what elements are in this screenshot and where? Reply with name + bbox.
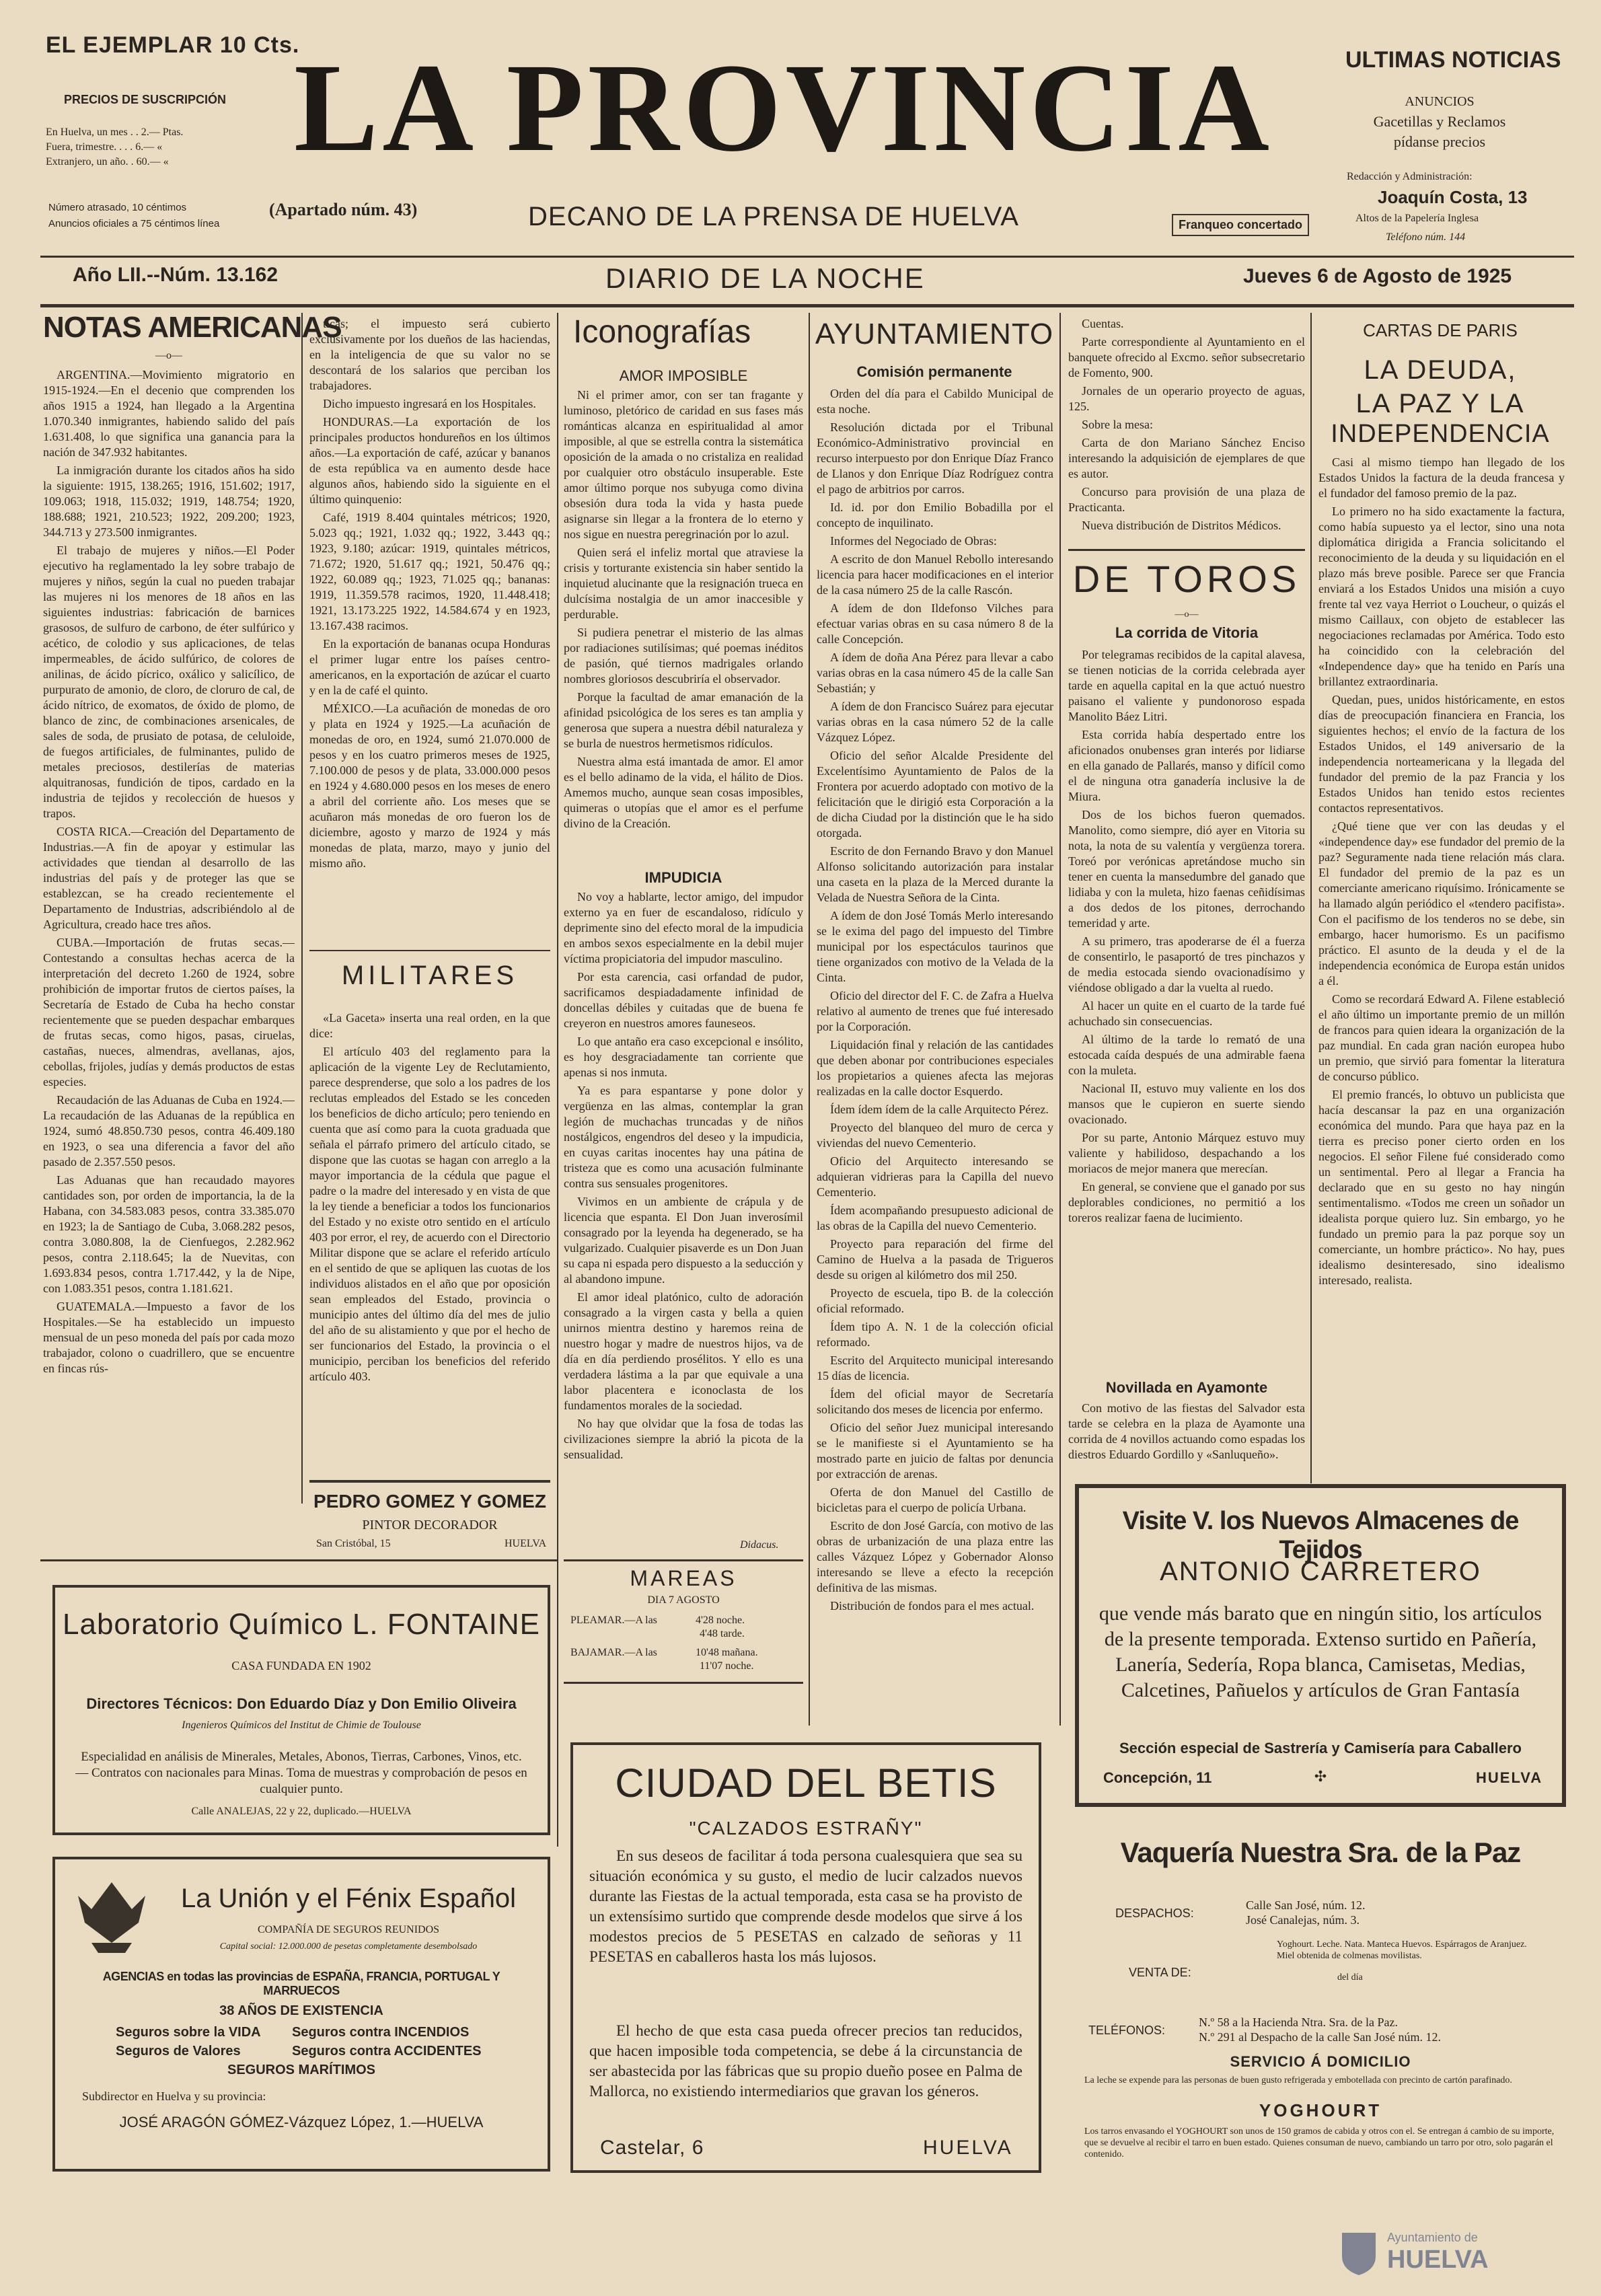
- corrida-vitoria-subtitle: La corrida de Vitoria: [1115, 624, 1259, 641]
- telefono-line: N.º 291 al Despacho de la calle San José núm. 12.: [1199, 2030, 1441, 2044]
- paragraph: Nacional II, estuvo muy valiente en los dos mansos que le cupieron en suerte siendo ovacionado.: [1068, 1082, 1305, 1126]
- fenix-subdirector: Subdirector en Huelva y su provincia:: [82, 2089, 266, 2103]
- note-line: Número atrasado, 10 céntimos: [48, 202, 187, 213]
- militares-body: [309, 1010, 550, 1495]
- telefono: Teléfono núm. 144: [1386, 231, 1466, 243]
- almacenes-name: ANTONIO CARRETERO: [1160, 1557, 1481, 1586]
- amor-imposible-subtitle: AMOR IMPOSIBLE: [619, 367, 748, 384]
- paragraph: Por telegramas recibidos de la capital alavesa, se tienen noticias de la corrida celebrada ayer tarde en aquella capital en la que actuó nuestro paisano el valiente y pundonoroso espada Manolito Báez Litri.: [1068, 648, 1305, 723]
- laboratorio-ad: [52, 1585, 550, 1835]
- paragraph: Distribución de fondos para el mes actual.: [830, 1599, 1035, 1613]
- cartas-title-line: LA DEUDA,: [1364, 355, 1517, 385]
- paragraph: A ídem de doña Ana Pérez para llevar a cabo varias obras en la casa número 45 de la calle San Sebastián; y: [817, 651, 1053, 695]
- masthead-rule: [40, 256, 1574, 258]
- laboratorio-specialty: Especialidad en análisis de Minerales, Metales, Abonos, Tierras, Carbones, Vinos, etc. — Contratos con nacionales para Minas. Toma de muestras y comprobación de pesos en cualquier punto.: [75, 1750, 527, 1796]
- masthead: [0, 0, 1601, 316]
- paragraph: A ídem de don José Tomás Merlo interesando se le exima del pago del impuesto del Timbre municipal por los espectáculos taurinos que tiene organizados con motivo de la Velada de la Cinta.: [817, 909, 1053, 984]
- bajamar-time: 11'07 noche.: [700, 1660, 754, 1672]
- paragraph: Liquidación final y relación de las cantidades que deben abonar por contribuciones especiales los propietarios a quienes afecta las mejoras realizadas en la calle doctor Esquerdo.: [817, 1038, 1053, 1098]
- paragraph: En general, se conviene que el ganado por sus deplorables condiciones, no permitió a los toreros realizar faena de lucimiento.: [1068, 1180, 1305, 1224]
- paragraph: Oficio del director del F. C. de Zafra a Huelva relativo al aumento de trenes que fué interesado por la Corporación.: [817, 989, 1053, 1033]
- paragraph: La inmigración durante los citados años ha sido la siguiente: 1915, 138.265; 1916, 151.602; 1917, 109.063; 1918, 115.032; 1919, 148.754; 1920, 188.688; 1921, 210.523; 1922, 209.200; 1923, 344.713 y 273.500 inmigrantes.: [43, 464, 295, 539]
- column-rule: [557, 313, 558, 1847]
- novillada-title: Novillada en Ayamonte: [1105, 1379, 1268, 1396]
- phoenix-icon: [65, 1869, 159, 1956]
- paragraph: Id. id. por don Emilio Bobadilla por el concepto de inquilinato.: [817, 501, 1053, 529]
- betis-subtitle: "CALZADOS ESTRAÑY": [689, 1818, 923, 1839]
- redaccion-label: Redacción y Administración:: [1347, 171, 1473, 182]
- fenix-title: La Unión y el Fénix Español: [180, 1884, 517, 1913]
- bajamar-label: BAJAMAR.—A las: [570, 1647, 657, 1658]
- paragraph: Ni el primer amor, con ser tan fragante y luminoso, pletórico de caridad en sus fases más románticas alcanza en espiritualidad al amor imposible, al que se estrella contra la sistemática oposición de la amada o no cristaliza en realidad por cualquier otro obstáculo insuperable. Este amor último porque nos subyuga como divina obsesión dura toda la vida y hasta puede asignarse sin llegar a la frontera de lo eterno y nos sigue en nuestra peregrinación por lo azul.: [564, 388, 803, 541]
- vaqueria-ad: [1075, 1816, 1566, 2126]
- paragraph: El artículo 403 del reglamento para la aplicación de la vigente Ley de Reclutamiento, parece desprenderse, que solo a los padres de los reclutas empleados del Estado se les conceden los beneficios de dicho artículo; pero teniendo en cuenta que así como para la cuota graduada que señala el párrafo primero del artículo citado, se dispone que las cuotas se hagan con arreglo a la mayor importancia de la cédula que pague el padre o la madre del interesado y en vista de que la ley tiende a beneficiar a todos los funcionarios del Estado y no existe otro sentido en el artículo 403 por error, el rey, de acuerdo con el Directorio Militar dispone que se aclare el referido artículo en el sentido de que se apliquen las cuotas de los individuos alistados en el año que por oposición sean empleados del Estado, provincia o municipio antes del último día del mes de julio del año de su alistamiento y que por el hecho de ser funcionarios del Estado, la provincia o el municipio, perciban los beneficios del referido artículo 403.: [309, 1045, 550, 1383]
- pidanse-label: pídanse precios: [1393, 133, 1486, 150]
- pedro-gomez-ad-name: PEDRO GOMEZ Y GOMEZ: [313, 1491, 546, 1512]
- subscription-title: PRECIOS DE SUSCRIPCIÓN: [64, 93, 227, 106]
- paragraph: El amor ideal platónico, culto de adoración consagrado a la virgen casta y bella a quien unirnos mientra destino y haremos reina de nuestro hogar y madre de nuestros hijos, va de día en día perdiendo prosélitos. Y ello es una verdadera lástima a la par que equivale a una labor placentera e iconoclasta de los fundamentos morales de la sociedad.: [564, 1290, 803, 1412]
- cartas-title-line: LA PAZ Y LA: [1355, 389, 1525, 418]
- pleamar-time: 4'28 noche.: [696, 1615, 745, 1626]
- watermark-line2: HUELVA: [1387, 2246, 1489, 2274]
- paragraph: Escrito del Arquitecto municipal interesando 15 días de licencia.: [817, 1354, 1053, 1382]
- paragraph: Quedan, pues, unidos históricamente, en estos días de preocupación financiera en Francia, los siguientes hechos; el envío de la factura de los Estados Unidos, el 149 aniversario de la independencia norteamericana y la llegada del fundador del premio de la paz Francia y los Estados Unidos han tenido estos recientes contactos representativos.: [1318, 693, 1565, 815]
- fenix-seguro: SEGUROS MARÍTIMOS: [227, 2063, 375, 2077]
- address-2: Altos de la Papelería Inglesa: [1355, 213, 1479, 224]
- almacenes-special: Sección especial de Sastrería y Camisería para Caballero: [1119, 1740, 1522, 1756]
- paragraph: MÉXICO.—La acuñación de monedas de oro y plata en 1924 y 1925.—La acuñación de monedas de oro, en 1924, sumó 21.070.000 de pesos y en los cuatro primeros meses de 1925, 7.100.000 de pesos y de plata, 33.000.000 pesos en 1924 y 4.680.000 pesos en los meses de enero a abril del corriente año. Los meses que se acuñaron más monedas de oro fueron los de diciembre, agosto y marzo de 1924 y más monedas de plata, marzo, mayo y junio del mismo año.: [309, 702, 550, 870]
- apartado: (Apartado núm. 43): [269, 200, 418, 219]
- paragraph: Café, 1919 8.404 quintales métricos; 1920, 5.023 qq.; 1921, 1.032 qq.; 1922, 3.443 qq.; 1923, 9.180; azúcar: 1919, quintales métricos, 71.672; 1920, 51.617 qq.; 1921, 50.476 qq.; 1922, 60.089 qq.; 1923, 71.025 qq.; bananas: 1919, 11.359.578 racimos, 1920, 11.448.418; 1921, 13.173.225 1922, 14.584.674 y en 1923, 13.167.438 racimos.: [309, 511, 550, 632]
- paragraph: Oficio del señor Alcalde Presidente del Excelentísimo Ayuntamiento de Palos de la Frontera por acuerdo adoptado con motivo de la felicitación que le dirigió esta Corporación a la de dicha Ciudad por la distinción que le ha sido otorgada.: [817, 749, 1053, 840]
- paragraph: Esta corrida había despertado entre los aficionados onubenses gran interés por lidiarse en ella ganado de Pallarés, manso y difícil como el de ninguna otra ganadería inclusive la de Miura.: [1068, 728, 1305, 803]
- impudicia-body: [564, 889, 803, 1535]
- anuncios-label: ANUNCIOS: [1405, 94, 1475, 109]
- paragraph: Informes del Negociado de Obras:: [830, 534, 997, 548]
- paragraph: Carta de don Mariano Sánchez Enciso interesando la adquisición de ejemplares de que es autor.: [1068, 436, 1305, 480]
- paragraph: HONDURAS.—La exportación de los principales productos hondureños en los últimos años.—La exportación de café, azúcar y bananos de esta república va en aumento desde hace algunos años, habiendo sido la siguiente en el último quinquenio:: [309, 415, 550, 506]
- paragraph: CUBA.—Importación de frutas secas.—Contestando a consultas hechas acerca de la interpretación del decreto 1.260 de 1924, sobre prohibición de importar frutos de ciertos países, la Secretaría de Estado de Cuba ha hecho constar recientemente que se pueden despachar embarques de frutas secas, como higos, pasas, ciruelas, castañas, nueces, almendras, avellanas, ajos, cebollas, frijoles, judías y demás productos de estas especies.: [43, 936, 295, 1088]
- section-rule: [1068, 549, 1305, 551]
- fenix-address: JOSÉ ARAGÓN GÓMEZ-Vázquez López, 1.—HUELVA: [119, 2114, 484, 2131]
- cartas-body: [1318, 455, 1565, 1477]
- pedro-gomez-ad-address: San Cristóbal, 15: [316, 1538, 391, 1549]
- watermark: [1339, 2227, 1554, 2281]
- paragraph: Ídem del oficial mayor de Secretaría solicitando dos meses de licencia por enfermo.: [817, 1387, 1053, 1416]
- almacenes-title: Visite V. los Nuevos Almacenes de Tejidos: [1122, 1507, 1519, 1564]
- column-2-body: [309, 316, 550, 962]
- paragraph: ¿Qué tiene que ver con las deudas y el «independence day» ese fundador del premio de la paz? Seguramente nada tiene relación más clara. El fundador del premio de la paz es un comerciante americano riquísimo. Irónicamente se ha llamado algún periódico el «tendero pacifista». Con el pacifismo de los tenderos no se debe, sin embargo, hacer humorismo. Es un pacifismo práctico. El asunto de la deuda y el de la independencia económica de Europa están unidos a él.: [1318, 819, 1565, 988]
- vaqueria-title: Vaquería Nuestra Sra. de la Paz: [1120, 1837, 1521, 1868]
- venta-items: Yoghourt. Leche. Nata. Manteca Huevos. Espárragos de Aranjuez. Miel obtenida de colmenas movilistas.: [1277, 1939, 1527, 1961]
- novillada-body: [1068, 1401, 1305, 1481]
- fenix-years: 38 AÑOS DE EXISTENCIA: [219, 2003, 383, 2018]
- paragraph: Al hacer un quite en el cuarto de la tarde fué achuchado sin consecuencias.: [1068, 999, 1305, 1028]
- paragraph: Casi al mismo tiempo han llegado de los Estados Unidos la factura de la deuda francesa y el fundador del famoso premio de la paz.: [1318, 455, 1565, 500]
- almacenes-ad: [1075, 1484, 1566, 1807]
- shield-icon: [1339, 2229, 1379, 2276]
- ornament: —o—: [1175, 609, 1199, 620]
- paragraph: ticas; el impuesto será cubierto exclusivamente por los dueños de las haciendas, en la inteligencia de que su valor no se descontará de los salarios que perciban los trabajadores.: [309, 317, 550, 392]
- paragraph: Proyecto de escuela, tipo B. de la colección oficial reformado.: [817, 1286, 1053, 1315]
- fenix-seguro: Seguros contra ACCIDENTES: [292, 2044, 482, 2059]
- franqueo-box: Franqueo concertado: [1172, 214, 1309, 236]
- section-rule: [309, 1480, 550, 1483]
- laboratorio-address: Calle ANALEJAS, 22 y 22, duplicado.—HUELVA: [191, 1806, 412, 1817]
- despacho-line: José Canalejas, núm. 3.: [1246, 1913, 1360, 1927]
- fenix-capital: Capital social: 12.000.000 de pesetas completamente desembolsado: [219, 1941, 478, 1952]
- impudicia-subtitle: IMPUDICIA: [644, 869, 722, 886]
- paragraph: COSTA RICA.—Creación del Departamento de Industrias.—A fin de apoyar y estimular las actividades que tiendan al desarrollo de las industrias del país y de proteger las que se establezcan, se ha creado recientemente el Departamento de Industrias, adscribiéndolo al de Agricultura, creado hace tres años.: [43, 825, 295, 931]
- ciudad-betis-ad: [570, 1742, 1041, 2173]
- column-rule: [809, 313, 810, 1726]
- servicio-text: La leche se expende para las personas de buen gusto refrigerada y embotellada con precinto de cartón parafinado.: [1084, 2075, 1512, 2085]
- column-rule: [1310, 313, 1312, 1483]
- telefonos-label: TELÉFONOS:: [1088, 2024, 1166, 2037]
- pedro-gomez-ad-sub: PINTOR DECORADOR: [362, 1518, 498, 1532]
- betis-title: CIUDAD DEL BETIS: [615, 1761, 997, 1806]
- diario-label: DIARIO DE LA NOCHE: [605, 262, 925, 294]
- paragraph: Ídem acompañando presupuesto adicional de las obras de la Capilla del nuevo Cementerio.: [817, 1203, 1053, 1232]
- yoghourt-title: YOGHOURT: [1259, 2100, 1382, 2120]
- paragraph: Ídem ídem ídem de la calle Arquitecto Pérez.: [830, 1103, 1049, 1116]
- paragraph: Quien será el infeliz mortal que atraviese la crisis y torturante existencia sin haber sentido la inquietud alucinante que la resignación trueca en dulcísima nostalgia de un amor inaccesible y perdurable.: [564, 546, 803, 621]
- paragraph: Parte correspondiente al Ayuntamiento en el banquete ofrecido al Excmo. señor subsecretario de Fomento, 900.: [1068, 335, 1305, 379]
- price-label: EL EJEMPLAR 10 Cts.: [46, 32, 300, 58]
- fenix-agencias: AGENCIAS en todas las provincias de ESPAÑA, FRANCIA, PORTUGAL Y MARRUECOS: [102, 1970, 500, 1997]
- notas-americanas-title: NOTAS AMERICANAS: [43, 311, 342, 344]
- mareas-date: DIA 7 AGOSTO: [647, 1594, 720, 1606]
- venta-label: VENTA DE:: [1129, 1966, 1191, 1979]
- comision-subtitle: Comisión permanente: [856, 363, 1012, 380]
- ornament: —o—: [155, 350, 182, 361]
- paragraph: Por su parte, Antonio Márquez estuvo muy valiente y habilidoso, despachando a los moriacos de mejor manera que merecían.: [1068, 1131, 1305, 1175]
- paragraph: Las Aduanas que han recaudado mayores cantidades son, por orden de importancia, la de la Habana, con 34.583.083 pesos, contra 33.385.070 en 1923; la de Santiago de Cuba, 3.068.282 pesos, contra 3.080.808, la de Cienfuegos, 2.282.962 pesos, contra 2.118.645; la de Nuevitas, con 1.693.834 pesos, contra 1.717.442, y la de Nipe, con 1.083.351 pesos, contra 1.181.621.: [43, 1173, 295, 1295]
- watermark-line1: Ayuntamiento de: [1387, 2231, 1478, 2244]
- despacho-line: Calle San José, núm. 12.: [1246, 1898, 1366, 1912]
- fenix-seguro: Seguros de Valores: [116, 2044, 241, 2059]
- laboratorio-directors: Directores Técnicos: Don Eduardo Díaz y Don Emilio Oliveira: [86, 1695, 517, 1712]
- paragraph: El trabajo de mujeres y niños.—El Poder ejecutivo ha reglamentado la ley sobre trabajo de mujeres y niños, según la cual no pueden trabajar las mujeres ni los menores de 18 años en las siguientes industrias: fabricación de barnices grasosos, de sulfuro de carbono, de éter sulfúrico y acético, de colodio y sus aplicaciones, de telas impermeables, de ácido sulfúrico, de colores de anilinas, de ácido pícrico, oxálico y salicílico, de purpurato de amonio, de cloro, de cloruro de cal, de ácido nítrico, de exomatos, de óxido de plomo, de blanco de zinc, de combinaciones arsenicales, de sales de soda, de prusiato de potasa, de celuloide, de fuegos artificiales, de fulminantes, pulido de metales preciosos, destilerías de materias alquitranosas, fundición de tipos, cardado en la industria de tejidos y recolección de huesos y trapos.: [43, 544, 295, 820]
- paragraph: El premio francés, lo obtuvo un publicista que hacía descansar la paz en una organización económica del mundo. Para que haya paz en la tierra es preciso poner cierto orden en los negocios. El señor Filene fué considerado como un sentimental. Pero al llegar a Francia ha declarado que en su gesto no hay ningún sentimentalismo. «Todos me creen un soñador un idealista porque quiero luz. Sin embargo, yo he fundado un premio para la paz porque soy un comerciante, un hombre práctico». No hay, pues idealismo desinteresado, sino idealismo interesado, realista.: [1318, 1088, 1565, 1287]
- paragraph: A su primero, tras apoderarse de él a fuerza de consentirlo, le pasaportó de tres pinchazos y de media estocada siendo ovacionadísimo y viéndose obligado a dar la vuelta al ruedo.: [1068, 934, 1305, 994]
- iconografias-body: [564, 387, 803, 865]
- ayuntamiento-body: [817, 386, 1053, 1711]
- paragraph: Vivimos en un ambiente de crápula y de licencia que espanta. El Don Juan inverosímil consagrado por la leyenda ha degenerado, se ha vulgarizado. Cualquier pisaverde es un Don Juan su capa ni espada pero dispuesto a la seducción y al abandono impune.: [564, 1195, 803, 1286]
- militares-title: MILITARES: [341, 961, 519, 990]
- paragraph: ARGENTINA.—Movimiento migratorio en 1915-1924.—En el decenio que comprenden los años 1915 a 1924, han llegado a la Argentina 1.070.340 inmigrantes, habiendo salido del país 1.631.408, lo que significa una ganancia para la nación de 347.932 habitantes.: [43, 368, 295, 459]
- gacetillas-label: Gacetillas y Reclamos: [1373, 113, 1506, 130]
- paragraph: Resolución dictada por el Tribunal Económico-Administrativo provincial en recurso interpuesto por don Enrique Díaz Franco de Llanos y don Enrique Díaz Rodríguez contra el pago de arbitrios por carros.: [817, 420, 1053, 496]
- paragraph: GUATEMALA.—Impuesto a favor de los Hospitales.—Se ha establecido un impuesto mensual de un peso moneda del país por cada mozo trabajador, colono o cuadrillero, que se encuentre en fincas rús-: [43, 1300, 295, 1375]
- pleamar-label: PLEAMAR.—A las: [570, 1615, 657, 1626]
- paragraph: Oferta de don Manuel del Castillo de bicicletas para el cuerpo de policía Urbana.: [817, 1485, 1053, 1514]
- de-toros-body: [1068, 647, 1305, 1374]
- fenix-seguro: Seguros contra INCENDIOS: [292, 2025, 470, 2040]
- paragraph: Con motivo de las fiestas del Salvador esta tarde se celebra en la plaza de Ayamonte una corrida de 4 novillos actuando como espadas los diestros Eduardo Gordillo y «Sanluqueño».: [1068, 1401, 1305, 1461]
- paragraph: A escrito de don Manuel Rebollo interesando licencia para hacer modificaciones en el interior de la casa número 25 de la calle Rascón.: [817, 552, 1053, 597]
- cartas-paris-label: CARTAS DE PARIS: [1363, 320, 1518, 340]
- newspaper-title: LA PROVINCIA: [293, 37, 1274, 178]
- fenix-seguro: Seguros sobre la VIDA: [116, 2025, 261, 2040]
- paragraph: Dicho impuesto ingresará en los Hospitales.: [323, 397, 536, 410]
- paragraph: Al último de la tarde lo remató de una estocada caída después de una admirable faena con la muleta.: [1068, 1033, 1305, 1077]
- betis-address: Castelar, 6: [600, 2137, 704, 2159]
- paragraph: Nueva distribución de Distritos Médicos.: [1082, 519, 1281, 532]
- address: Joaquín Costa, 13: [1378, 187, 1528, 207]
- paragraph: Escrito de don Fernando Bravo y don Manuel Alfonso solicitando autorización para instalar una caseta en la plaza de la Merced durante la Velada de Nuestra Señora de la Cinta.: [817, 844, 1053, 904]
- section-rule: [564, 1682, 803, 1684]
- paragraph: No hay que olvidar que la fosa de todas las civilizaciones siempre la abrió la picota de la sensualidad.: [564, 1417, 803, 1461]
- paragraph: Si pudiera penetrar el misterio de las almas por radiaciones sutilísimas; qué poemas inéditos de pasión, qué tiernos madrigales orlando nombres gloriosos descubriría el observador.: [564, 626, 803, 686]
- article-signature: Didacus.: [740, 1539, 779, 1551]
- paragraph: A ídem de don Francisco Suárez para ejecutar varias obras en la casa número 52 de la calle Vázquez López.: [817, 700, 1053, 744]
- paragraph: Nuestra alma está imantada de amor. El amor es el bello adinamo de la vida, el hálito de Dios. Amemos mucho, aunque sean cosas imposibles, quimeras o utopías que el amor es el perfume divino de la Creación.: [564, 755, 803, 830]
- paragraph: Ya es para espantarse y pone dolor y vergüenza en las almas, contemplar la gran legión de muchachas truncadas y de niños nostálgicos, engendros del deseo y la impudicia, en cuyas caritas inocentes hay una pátina de tristeza que es como una acusación fulminante contra sus sensuales progenitores.: [564, 1084, 803, 1190]
- paragraph: A ídem de don Ildefonso Vilches para efectuar varias obras en su casa número 8 de la calle Concepción.: [817, 601, 1053, 646]
- laboratorio-title: Laboratorio Químico L. FONTAINE: [63, 1608, 540, 1641]
- paragraph: Concurso para provisión de una plaza de Practicanta.: [1068, 485, 1305, 514]
- subscription-line: En Huelva, un mes . . 2.— Ptas.: [46, 126, 184, 138]
- paragraph: En la exportación de bananas ocupa Honduras el primer lugar entre los países centro-americanos, en la exportación de azúcar el cuarto y en la de café el quinto.: [309, 637, 550, 697]
- paragraph: Por esta carencia, casi orfandad de pudor, sacrificamos despiadadamente infinidad de doncellas débiles y cuitadas que de buena fe creyeron en nuestros amores fauneseos.: [564, 970, 803, 1030]
- section-rule: [309, 950, 550, 951]
- notas-americanas-body: [43, 367, 295, 1551]
- almacenes-city: HUELVA: [1476, 1769, 1543, 1786]
- paragraph: «La Gaceta» inserta una real orden, en la que dice:: [309, 1011, 550, 1040]
- paragraph: Como se recordará Edward A. Filene estableció el año último un importante premio de un millón de francos para quien ideara la organización de la paz mundial. En cada gran nación europea hubo un premio, que sirvió para fomentar la literatura de concurso público.: [1318, 992, 1565, 1083]
- paragraph: Cuentas.: [1082, 317, 1124, 330]
- mareas-title: MAREAS: [630, 1566, 737, 1590]
- pleamar-time: 4'48 tarde.: [700, 1628, 745, 1639]
- section-rule: [564, 1559, 803, 1561]
- section-rule: [40, 1559, 558, 1561]
- issue-date: Jueves 6 de Agosto de 1925: [1243, 265, 1512, 287]
- despachos-label: DESPACHOS:: [1115, 1906, 1194, 1920]
- union-fenix-ad: [52, 1857, 550, 2172]
- paragraph: No voy a hablarte, lector amigo, del impudor externo ya en fuer de escandaloso, ridículo y deprimente sino del efecto moral de la impudicia en ambos sexos especialmente en la debil mujer víctima propiciatoria del impudor masculino.: [564, 890, 803, 965]
- fenix-subtitle: COMPAÑÍA DE SEGUROS REUNIDOS: [257, 1924, 440, 1935]
- servicio-title: SERVICIO Á DOMICILIO: [1230, 2053, 1411, 2070]
- yoghourt-text: Los tarros envasando el YOGHOURT son unos de 150 gramos de cabida y otros con el. Se entregan á cambio de su importe, que se devuelve al recibir el tarro en buen estado. Quienes consuman de nuevo, cambiando un tarro por otro, solo pagarán el contenido.: [1084, 2126, 1555, 2159]
- venta-dia: del día: [1337, 1972, 1363, 1983]
- bajamar-time: 10'48 mañana.: [696, 1647, 758, 1658]
- laboratorio-institute: Ingenieros Químicos del Institut de Chimie de Toulouse: [182, 1719, 421, 1731]
- paragraph: Sobre la mesa:: [1082, 418, 1153, 431]
- betis-text: El hecho de que esta casa pueda ofrecer precios tan reducidos, que hacen imposible toda competencia, se debe á la circunstancia de ser abastecida por las fábricas que su propio dueño posee en Palma de Mallorca, no existiendo intermediarios que gravan los géneros.: [589, 2022, 1022, 2100]
- telefono-line: N.º 58 a la Hacienda Ntra. Sra. de la Paz.: [1199, 2015, 1398, 2029]
- almacenes-address: Concepción, 11: [1103, 1769, 1212, 1786]
- betis-text: En sus deseos de facilitar á toda persona cualesquiera que sea su situación económica y su gusto, el medio de lucir calzados nuevos durante las Fiestas de la actual temporada, esta casa se ha provisto de un extensísimo surtido que comprende desde modelos que sirve á los modestos precios de 5 PESETAS en calzado de señoras y 11 PESETAS en caballeros hasta los más lujosos.: [589, 1847, 1022, 1965]
- paragraph: Oficio del Arquitecto interesando se adquieran vidrieras para la Capilla del nuevo Cementerio.: [817, 1154, 1053, 1199]
- de-toros-title: DE TOROS: [1072, 558, 1301, 600]
- pedro-gomez-ad-city: HUELVA: [505, 1538, 547, 1549]
- issue-number: Año LII.--Núm. 13.162: [73, 264, 278, 286]
- masthead-rule-bottom: [40, 304, 1574, 307]
- newspaper-subtitle: DECANO DE LA PRENSA DE HUELVA: [528, 202, 1019, 231]
- paragraph: Lo primero no ha sido exactamente la factura, como había supuesto ya el lector, sino una nota diplomática dirigida a Francia solicitando el reconocimiento de la deuda y su liquidación en el plazo más breve posible. Parece ser que Francia enviará a los Estados Unidos una misión a cuyo frente tal vez vaya Herriot o Loucheur, o quizás el mismo Caillaux, con objeto de establecer las negociaciones reclamadas por América. Todo esto ha coincidido con la celebración del «Independence day» que ha tenido en París una brillantez extraordinaria.: [1318, 505, 1565, 688]
- subscription-line: Fuera, trimestre. . . . 6.— «: [46, 141, 163, 153]
- paragraph: Orden del día para el Cabildo Municipal de esta noche.: [817, 387, 1053, 416]
- paragraph: Ídem tipo A. N. 1 de la colección oficial reformado.: [817, 1320, 1053, 1349]
- column-rule: [1059, 313, 1061, 1726]
- column-5-body: [1068, 316, 1305, 545]
- paragraph: Recaudación de las Aduanas de Cuba en 1924.—La recaudación de las Aduanas de la república en 1924, sumó 48.850.730 pesos, contra 46.409.180 en 1923, o sea una diferencia a favor del año pasado de 2.357.550 pesos.: [43, 1093, 295, 1169]
- paragraph: Proyecto del blanqueo del muro de cerca y viviendas del nuevo Cementerio.: [817, 1121, 1053, 1150]
- paragraph: Proyecto para reparación del firme del Camino de Huelva a la pasada de Trigueros desde su origen al kilómetro dos mil 250.: [817, 1237, 1053, 1282]
- paragraph: Lo que antaño era caso excepcional e insólito, es hoy desgraciadamente tan corriente que apenas si nos inmuta.: [564, 1035, 803, 1079]
- note-line: Anuncios oficiales a 75 céntimos línea: [48, 218, 220, 229]
- paragraph: Escrito de don José García, con motivo de las obras de urbanización de una plaza entre las calles Vázquez López y Gobernador Alonso interesando se lleve a efecto la recepción definitiva de las mismas.: [817, 1519, 1053, 1594]
- column-rule: [301, 313, 303, 1504]
- subscription-line: Extranjero, un año. . 60.— «: [46, 156, 169, 168]
- iconografias-title: Iconografías: [573, 314, 751, 350]
- paragraph: Porque la facultad de amar emanación de la afinidad psicológica de los seres es tan amplia y generosa que supera a nuestra débil naturaleza y se burla de nuestros hermetismos ridículos.: [564, 690, 803, 750]
- ultimas-noticias: ULTIMAS NOTICIAS: [1345, 47, 1561, 73]
- betis-city: HUELVA: [923, 2137, 1013, 2159]
- cartas-title-line: INDEPENDENCIA: [1331, 420, 1550, 448]
- almacenes-text: que vende más barato que en ningún sitio, los artículos de la presente temporada. Extenso surtido en Pañería, Lanería, Sedería, Ropa blanca, Camisetas, Medias, Calcetines, Pañuelos y artículos de Gran Fantasía: [1099, 1602, 1542, 1701]
- paragraph: Dos de los bichos fueron quemados. Manolito, como siempre, dió ayer en Vitoria su nota, la nota de su valentía y vergüenza torera. Toreó por verónicas apretándose mucho sin tener en cuenta la mansedumbre del ganado que lidiaba y con la muleta, hizo faenas ceñidísimas a dos dedos de los pitones, derrochando temeridad y arte.: [1068, 808, 1305, 930]
- ornament-icon: ✣: [1314, 1768, 1327, 1785]
- paragraph: Jornales de un operario proyecto de aguas, 125.: [1068, 384, 1305, 413]
- ayuntamiento-title: AYUNTAMIENTO: [815, 318, 1054, 350]
- laboratorio-founded: CASA FUNDADA EN 1902: [231, 1659, 371, 1672]
- paragraph: Oficio del señor Juez municipal interesando se le manifieste si el Ayuntamiento se ha mostrado parte en juicio de faltas por denuncia por extracción de arenas.: [817, 1421, 1053, 1481]
